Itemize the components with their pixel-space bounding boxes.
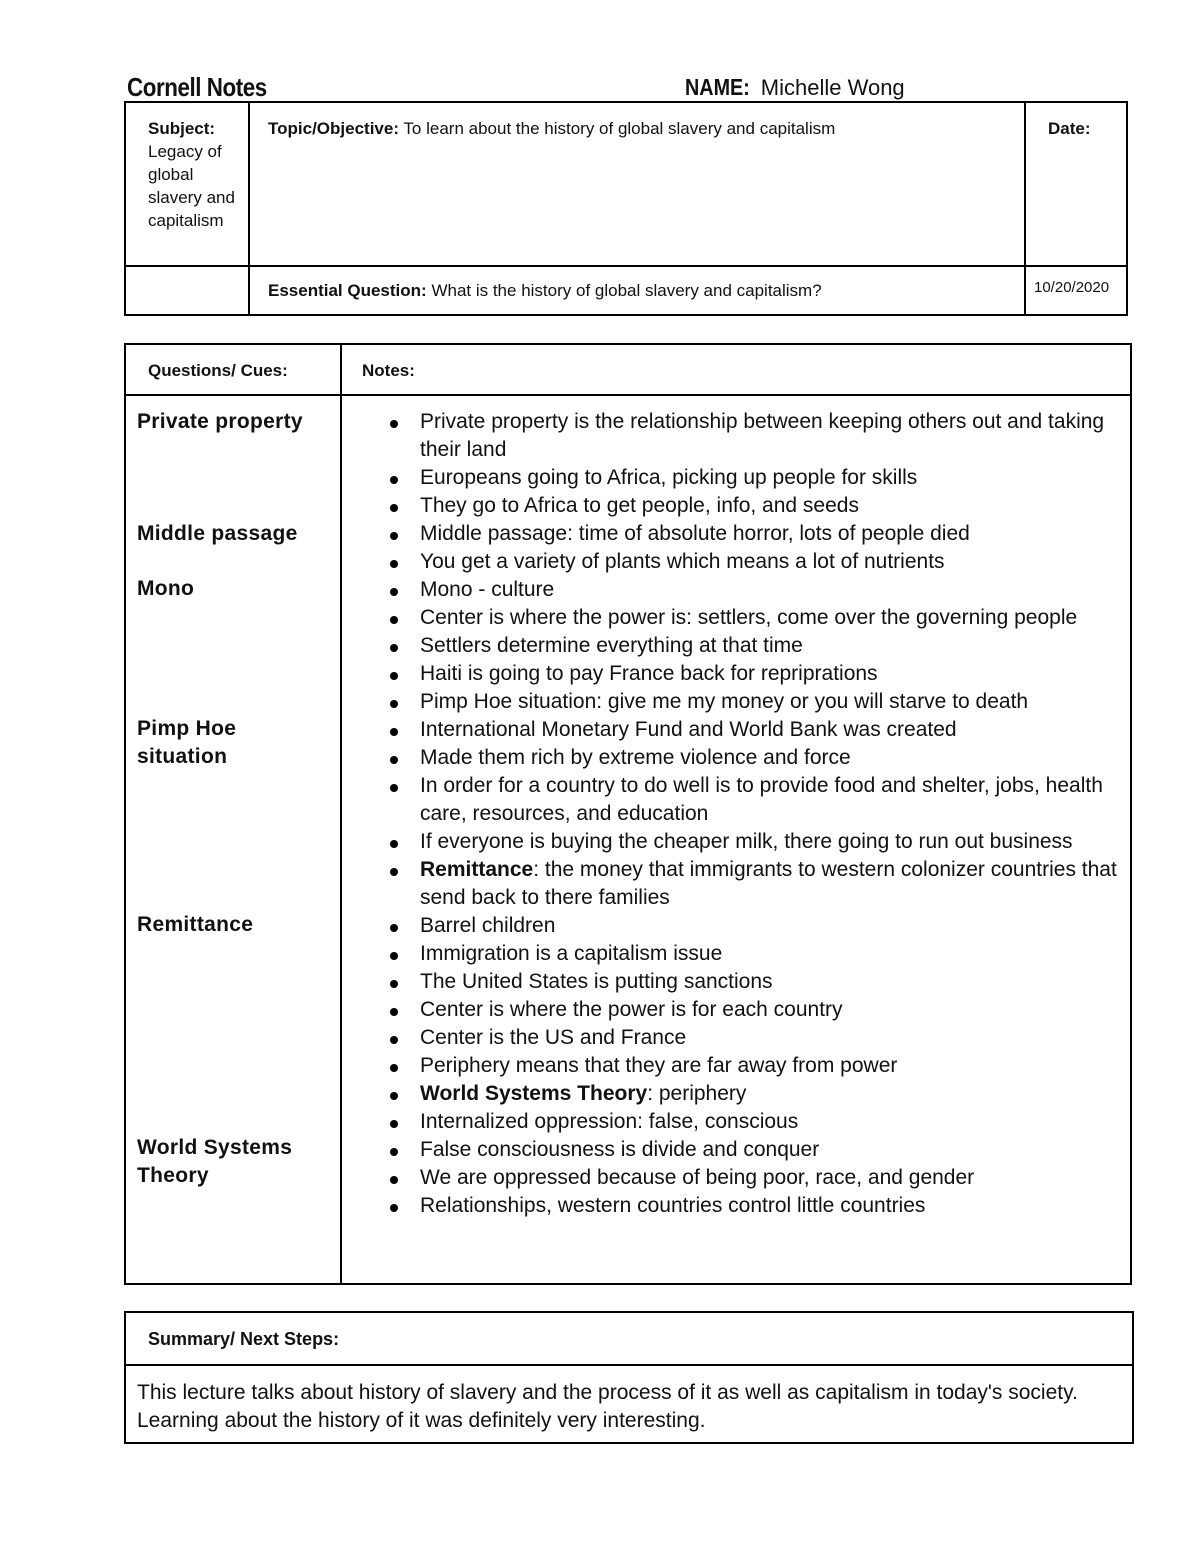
- note-text: Internalized oppression: false, conscious: [420, 1110, 799, 1133]
- student-name: [685, 74, 905, 101]
- cue-item: Remittance: [137, 913, 254, 936]
- note-item: [386, 576, 1126, 604]
- divider: [126, 1364, 1132, 1366]
- notes-header: Notes:: [362, 361, 415, 380]
- divider: [340, 345, 342, 1283]
- cue-item: Pimp Hoe situation: [137, 717, 237, 768]
- note-item: [386, 912, 1126, 940]
- note-text: Center is where the power is for each country: [420, 998, 843, 1021]
- note-item: [386, 408, 1126, 464]
- note-text: The United States is putting sanctions: [420, 970, 773, 993]
- topic-cell: [268, 117, 1018, 140]
- note-text: Relationships, western countries control little countries: [420, 1194, 926, 1217]
- note-item: [386, 688, 1126, 716]
- note-item: [386, 744, 1126, 772]
- note-item: [386, 604, 1126, 632]
- note-item: [386, 548, 1126, 576]
- note-term: Remittance: [420, 858, 534, 881]
- note-text: Center is the US and France: [420, 1026, 687, 1049]
- divider: [1024, 103, 1026, 314]
- cue-item: World Systems Theory: [137, 1136, 293, 1187]
- note-item: [386, 940, 1126, 968]
- note-text: International Monetary Fund and World Bank was created: [420, 718, 957, 741]
- note-text: Middle passage: time of absolute horror, lots of people died: [420, 522, 970, 545]
- date-value: 10/20/2020: [1034, 279, 1110, 296]
- summary-header: Summary/ Next Steps:: [148, 1329, 340, 1349]
- eq-value: What is the history of global slavery and capitalism?: [431, 281, 822, 300]
- note-text: In order for a country to do well is to provide food and shelter, jobs, health care, resources, and education: [420, 774, 1103, 825]
- name-label: NAME:: [685, 74, 750, 100]
- note-text: Center is where the power is: settlers, come over the governing people: [420, 606, 1078, 629]
- note-text: Private property is the relationship between keeping others out and taking their land: [420, 410, 1105, 461]
- note-text: Periphery means that they are far away from power: [420, 1054, 898, 1077]
- note-text: Settlers determine everything at that time: [420, 634, 803, 657]
- note-item: [386, 772, 1126, 828]
- subject-label: Subject:: [148, 119, 216, 138]
- notes-table: [124, 343, 1132, 1285]
- topic-label: Topic/Objective:: [268, 119, 399, 138]
- divider: [248, 103, 250, 314]
- note-text: They go to Africa to get people, info, and seeds: [420, 494, 859, 517]
- note-item: [386, 1164, 1126, 1192]
- note-item: [386, 856, 1126, 912]
- note-text: Barrel children: [420, 914, 556, 937]
- subject-value: Legacy of global slavery and capitalism: [148, 142, 235, 230]
- note-item: [386, 660, 1126, 688]
- note-item: [386, 1052, 1126, 1080]
- divider: [126, 265, 1126, 267]
- note-item: [386, 1108, 1126, 1136]
- cue-item: Private property: [137, 410, 303, 433]
- note-item: [386, 1080, 1126, 1108]
- note-text: You get a variety of plants which means a lot of nutrients: [420, 550, 945, 573]
- eq-label: Essential Question:: [268, 281, 427, 300]
- note-item: [386, 520, 1126, 548]
- note-item: [386, 464, 1126, 492]
- note-text: : periphery: [647, 1082, 747, 1105]
- note-text: False consciousness is divide and conquer: [420, 1138, 820, 1161]
- info-table: [124, 101, 1128, 316]
- note-item: [386, 632, 1126, 660]
- note-item: [386, 1136, 1126, 1164]
- note-text: Mono - culture: [420, 578, 555, 601]
- cue-item: Mono: [137, 577, 195, 600]
- note-text: Made them rich by extreme violence and force: [420, 746, 851, 769]
- note-text: Pimp Hoe situation: give me my money or you will starve to death: [420, 690, 1029, 713]
- note-item: [386, 492, 1126, 520]
- divider: [126, 394, 1130, 396]
- topic-value: To learn about the history of global slavery and capitalism: [403, 119, 836, 138]
- summary-table: [124, 1311, 1134, 1444]
- note-item: [386, 1024, 1126, 1052]
- note-text: If everyone is buying the cheaper milk, there going to run out business: [420, 830, 1073, 853]
- notes-list: [386, 408, 1126, 1220]
- note-item: [386, 716, 1126, 744]
- note-text: Europeans going to Africa, picking up people for skills: [420, 466, 918, 489]
- note-item: [386, 968, 1126, 996]
- note-term: World Systems Theory: [420, 1082, 648, 1105]
- note-item: [386, 996, 1126, 1024]
- summary-text: This lecture talks about history of slavery and the process of it as well as capitalism in today's society. Learning about the history of it was definitely very interesting.: [137, 1381, 1078, 1432]
- note-text: We are oppressed because of being poor, race, and gender: [420, 1166, 975, 1189]
- note-text: : the money that immigrants to western colonizer countries that send back to there families: [420, 858, 1117, 909]
- note-text: Immigration is a capitalism issue: [420, 942, 723, 965]
- cue-item: Middle passage: [137, 522, 298, 545]
- cues-header: Questions/ Cues:: [148, 361, 288, 380]
- name-value: Michelle Wong: [760, 75, 905, 100]
- subject-cell: [148, 117, 248, 232]
- essential-question: [268, 279, 822, 302]
- note-text: Haiti is going to pay France back for repriprations: [420, 662, 878, 685]
- note-item: [386, 1192, 1126, 1220]
- date-label: Date:: [1048, 119, 1091, 138]
- note-item: [386, 828, 1126, 856]
- page-title: Cornell Notes: [127, 72, 267, 102]
